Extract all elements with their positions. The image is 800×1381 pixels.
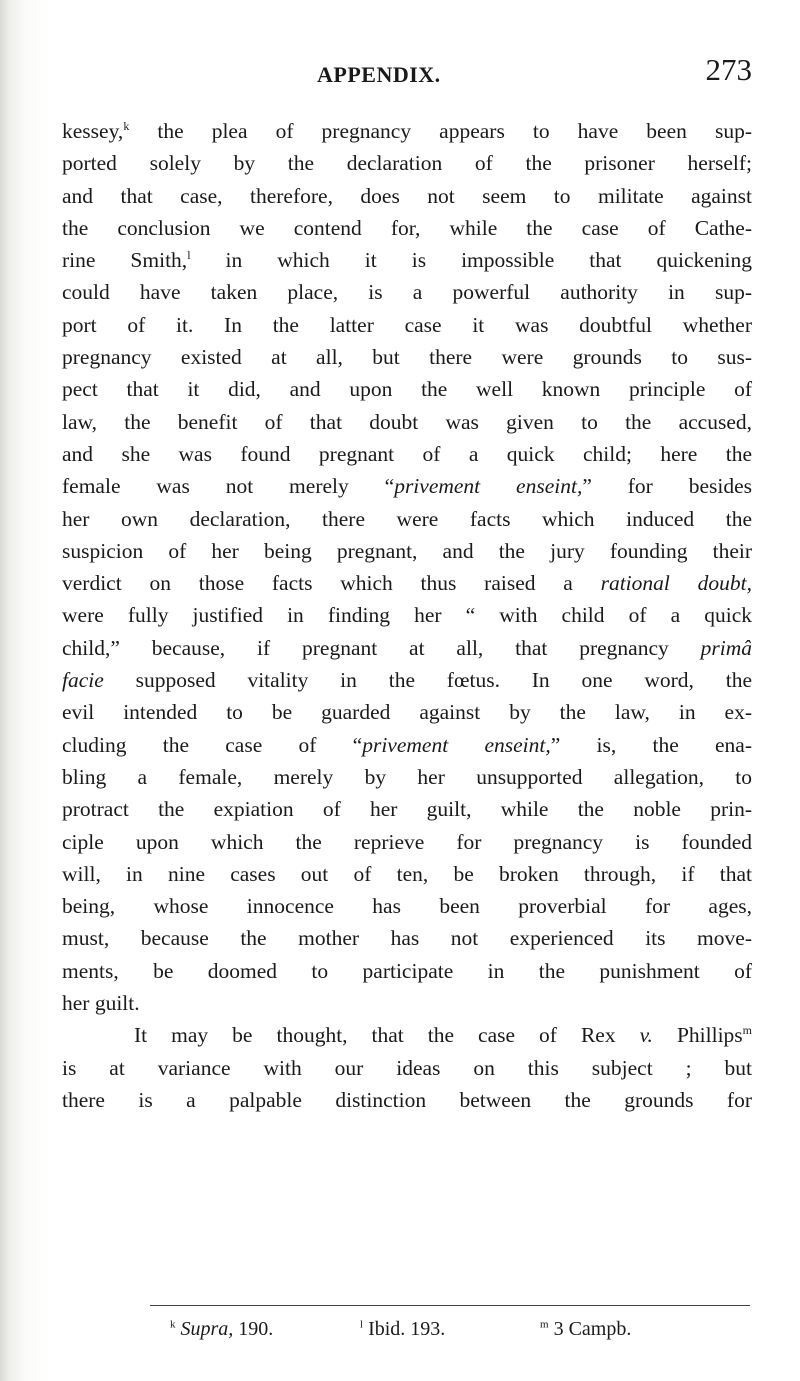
page-header	[62, 52, 752, 92]
footnote-m: $^m$ 3 Campb.	[540, 1318, 632, 1340]
text-line: and she was found pregnant of a quick child; here the	[62, 441, 752, 466]
text-line: is at variance with our ideas on this subject ; but	[62, 1055, 752, 1080]
footnote-ref-m: m	[742, 1023, 753, 1038]
text-line: rine Smith,$^l$ in which it is impossible that quickening	[62, 248, 752, 273]
text-line: protract the expiation of her guilt, while the noble prin-	[62, 797, 752, 822]
text-line: pregnancy existed at all, but there were grounds to sus-	[62, 345, 752, 370]
text-line: female was not merely “privement enseint,” for besides	[62, 474, 753, 499]
text-line: the conclusion we contend for, while the case of Cathe-	[62, 215, 752, 240]
text-line: were fully justified in finding her “ with child of a quick	[62, 603, 752, 628]
text-line: suspicion of her being pregnant, and the jury founding their	[62, 538, 752, 563]
text-line: ciple upon which the reprieve for pregnancy is founded	[62, 829, 752, 854]
text-line: law, the benefit of that doubt was given to the accused,	[62, 409, 752, 434]
text-line: verdict on those facts which thus raised a rational doubt,	[62, 571, 753, 596]
italic-phrase: rational doubt,	[600, 571, 753, 596]
text-line: and that case, therefore, does not seem to militate against	[62, 183, 752, 208]
text-line: her guilt.	[62, 991, 140, 1016]
text-line: being, whose innocence has been proverbial for ages,	[62, 894, 752, 919]
footnote-k: $^k$ Supra, 190.	[170, 1318, 274, 1340]
italic-phrase: privement enseint,	[394, 474, 583, 499]
text-line: kessey,$^k$ the plea of pregnancy appears to have been sup-	[62, 118, 752, 143]
body-text	[62, 115, 752, 1116]
footnote-l: $^l$ Ibid. 193.	[360, 1318, 446, 1340]
text-line: bling a female, merely by her unsupported allegation, to	[62, 764, 752, 789]
text-line: must, because the mother has not experienced its move-	[62, 926, 752, 951]
page-number: 273	[705, 52, 752, 87]
text-line: child,” because, if pregnant at all, that pregnancy primâ	[62, 635, 752, 660]
text-line: facie supposed vitality in the fœtus. In one word, the	[62, 668, 752, 693]
text-line: could have taken place, is a powerful authority in sup-	[62, 280, 752, 305]
running-head: APPENDIX.	[317, 62, 441, 87]
footnote-rule	[150, 1305, 750, 1306]
italic-phrase: primâ	[700, 635, 752, 660]
text-line: will, in nine cases out of ten, be broken through, if that	[62, 861, 752, 886]
text-line: evil intended to be guarded against by the law, in ex-	[62, 700, 752, 725]
text-line: ported solely by the declaration of the prisoner herself;	[62, 151, 752, 176]
text-line: It may be thought, that the case of Rex v. Phillips$^m$	[134, 1023, 753, 1048]
text-line: cluding the case of “privement enseint,” is, the ena-	[62, 732, 752, 757]
text-line: pect that it did, and upon the well known principle of	[62, 377, 752, 402]
footnote-ref-l: l	[187, 248, 191, 263]
text-line: her own declaration, there were facts which induced the	[62, 506, 752, 531]
footnote-ref-k: k	[123, 118, 130, 133]
italic-phrase: v.	[639, 1023, 653, 1048]
text-line: there is a palpable distinction between the grounds for	[62, 1087, 752, 1112]
italic-phrase: privement enseint,	[362, 732, 551, 757]
italic-phrase: facie	[62, 668, 104, 693]
text-line: port of it. In the latter case it was doubtful whether	[62, 312, 752, 337]
text-line: ments, be doomed to participate in the punishment of	[62, 958, 752, 983]
